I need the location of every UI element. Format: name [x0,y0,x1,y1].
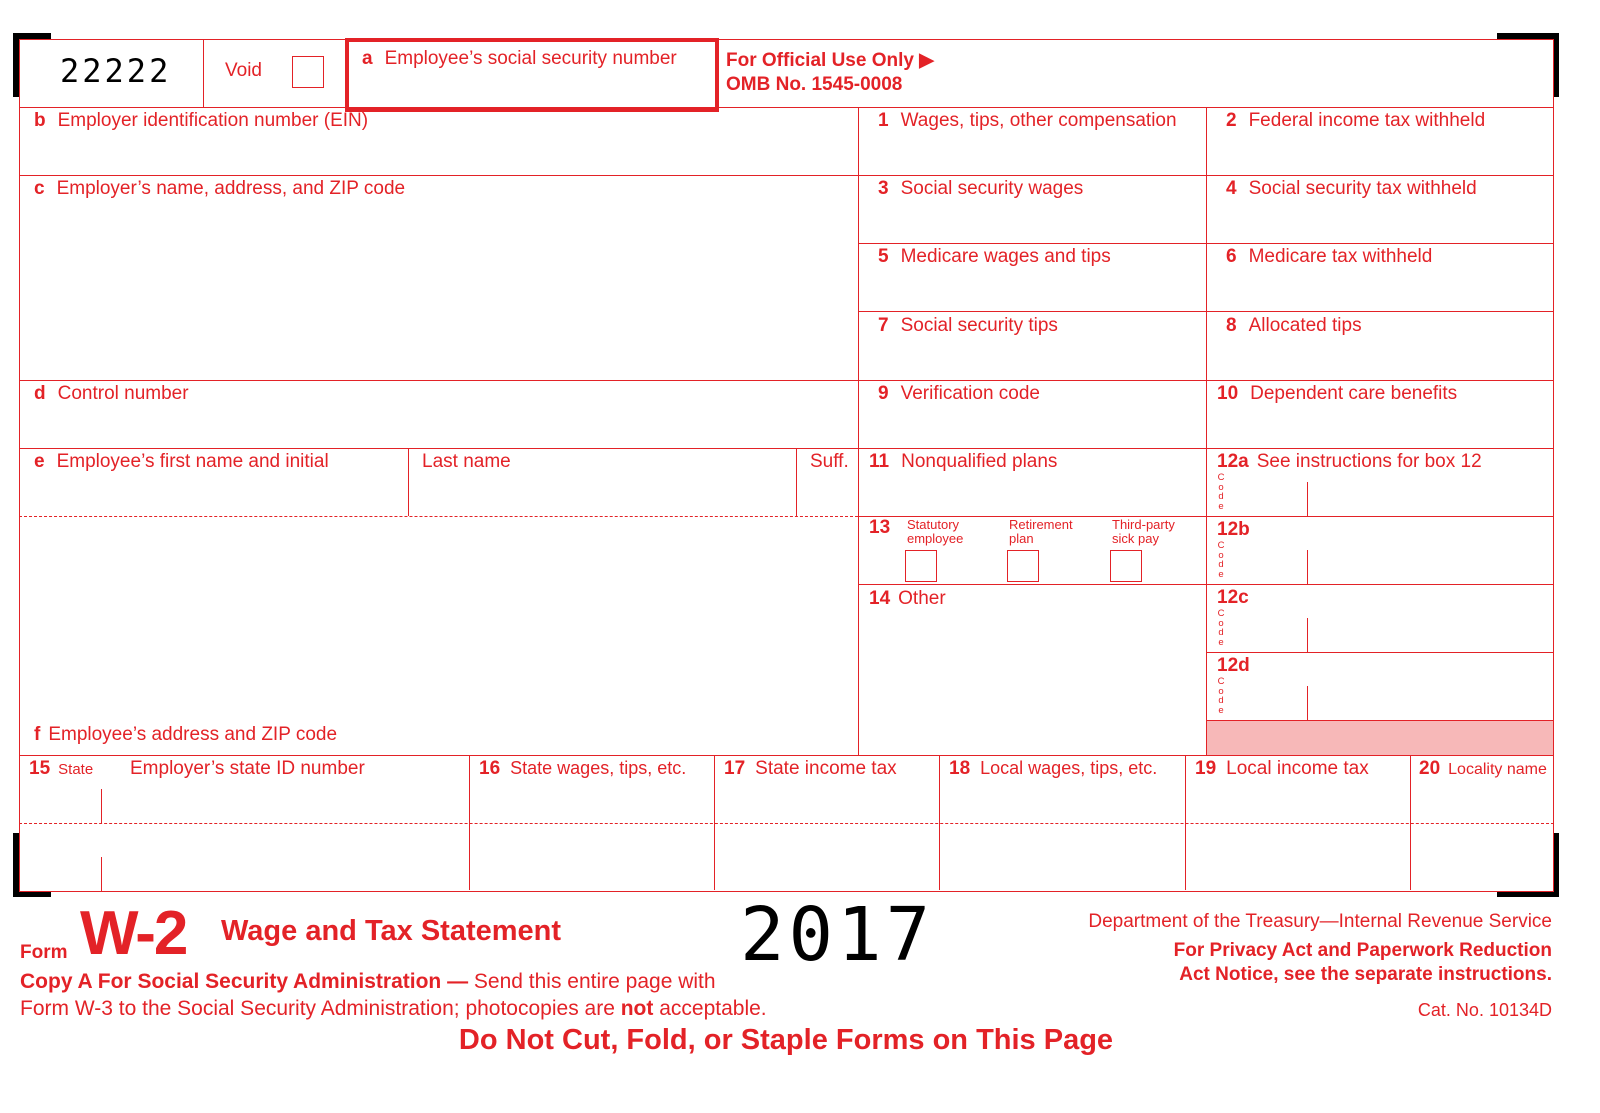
retirement-plan-label: Retirement plan [1009,517,1073,546]
privacy-notice-1: For Privacy Act and Paperwork Reduction [1173,940,1552,961]
void-label: Void [225,60,262,81]
third-party-sick-pay-label: Third-party sick pay [1112,517,1175,546]
official-use [726,49,934,97]
official-use-line: For Official Use Only ▶ [726,50,934,71]
box-10-label: 10 Dependent care benefits [1217,383,1458,404]
box-5-label: 5 Medicare wages and tips [878,246,1111,267]
employer-state-id-label: Employer’s state ID number [130,758,365,779]
box-6-label: 6 Medicare tax withheld [1226,246,1433,267]
box-12b-label: 12b [1217,519,1250,540]
box-17-label: 17 State income tax [724,758,897,779]
box-19-label: 19 Local income tax [1195,758,1369,779]
shaded-area [1207,721,1553,755]
copy-line-1: Copy A For Social Security Administration — Send this entire page with [20,970,716,993]
retirement-plan-checkbox[interactable] [1007,550,1039,582]
box-12c-label: 12c [1217,587,1249,608]
box-2-label: 2 Federal income tax withheld [1226,110,1486,131]
catalog-number: Cat. No. 10134D [1417,1000,1552,1020]
code-label-12c: C o d e [1217,608,1225,648]
box-15-label: 15 State [29,758,94,779]
form-title: Wage and Tax Statement [221,915,562,947]
box-4-label: 4 Social security tax withheld [1226,178,1477,199]
box-12a-label: 12a See instructions for box 12 [1217,451,1482,472]
box-13-label: 13 [869,517,891,538]
box-18-label: 18 Local wages, tips, etc. [949,758,1158,779]
tax-year: 2017 [740,892,935,978]
box-20-label: 20 Locality name [1419,758,1547,779]
field-e-label: e Employee’s first name and initial [34,451,329,472]
code-label-12a: C o d e [1217,472,1225,512]
form-code: 22222 [60,52,172,90]
box-3-label: 3 Social security wages [878,178,1084,199]
do-not-cut-warning: Do Not Cut, Fold, or Staple Forms on This Page [458,1024,1114,1056]
statutory-employee-label: Statutory employee [907,517,964,546]
box-16-label: 16 State wages, tips, etc. [479,758,687,779]
code-label-12b: C o d e [1217,540,1225,580]
box-14-label: 14 Other [869,588,946,609]
field-f-label: f Employee’s address and ZIP code [34,724,338,745]
box-11-label: 11 Nonqualified plans [869,451,1058,472]
department-label: Department of the Treasury—Internal Revenue Service [1088,911,1552,932]
privacy-notice-2: Act Notice, see the separate instructions. [1179,964,1552,985]
box-1-label: 1 Wages, tips, other compensation [878,110,1177,131]
field-b-label: b Employer identification number (EIN) [34,110,369,131]
void-checkbox[interactable] [292,56,324,88]
box-9-label: 9 Verification code [878,383,1040,404]
box-8-label: 8 Allocated tips [1226,315,1362,336]
copy-line-2: Form W-3 to the Social Security Administration; photocopies are not acceptable. [20,997,767,1020]
last-name-label: Last name [422,451,511,472]
form-name: W-2 [80,899,187,968]
field-d-label: d Control number [34,383,189,404]
code-label-12d: C o d e [1217,676,1225,716]
statutory-employee-checkbox[interactable] [905,550,937,582]
omb-number: OMB No. 1545-0008 [726,74,903,95]
suffix-label: Suff. [810,451,849,472]
box-12d-label: 12d [1217,655,1250,676]
third-party-sick-pay-checkbox[interactable] [1110,550,1142,582]
field-c-label: c Employer’s name, address, and ZIP code [34,178,406,199]
box-7-label: 7 Social security tips [878,315,1058,336]
field-a-label: a Employee’s social security number [362,48,677,69]
form-word: Form [20,942,68,963]
